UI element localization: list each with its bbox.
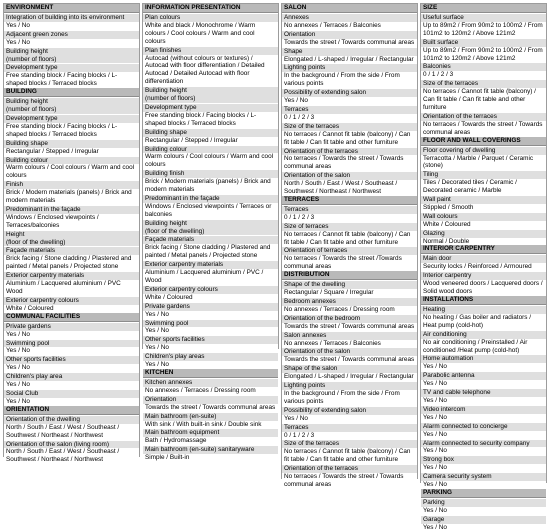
field-options: No air conditioning / Preinstalled / Air conditioned /Heat pump (cold-hot) <box>421 339 546 355</box>
field-label-orientation-of-the-salon: Orientation of the salon <box>282 347 417 356</box>
field-label-parking: Parking <box>421 498 546 507</box>
field-options: Security locks / Reinforced / Armoured <box>421 263 546 271</box>
field-label-private-gardens: Private gardens <box>4 322 139 331</box>
field-options: Yes / No <box>143 344 278 352</box>
field-options: Tiles / Decorated tiles / Ceramic / Decorated ceramic / Marble <box>421 179 546 195</box>
field-options: Yes / No <box>4 331 139 339</box>
field-options: In the background / From the side / From various points <box>282 390 417 406</box>
field-label-main-bathroom-equipment: Main bathroom equipment <box>143 428 278 437</box>
field-label-other-sports-facilities: Other sports facilities <box>143 335 278 344</box>
field-label-annexes: Annexes <box>282 13 417 22</box>
field-options: Yes / No <box>282 97 417 105</box>
section-header-floor-and-wall-coverings: FLOOR AND WALL COVERINGS <box>421 137 546 146</box>
field-options: Towards the street / Towards communal areas <box>143 404 278 412</box>
section-header-kitchen: KITCHEN <box>143 369 278 378</box>
section-header-communal-facilities: COMMUNAL FACILITIES <box>4 313 139 322</box>
field-label-wall-paint: Wall paint <box>421 195 546 204</box>
field-label-wall-colours: Wall colours <box>421 212 546 221</box>
field-label-size-of-terraces: Size of terraces <box>282 222 417 231</box>
field-options: Warm colours / Cool colours / Warm and cool colours <box>143 153 278 169</box>
field-options: Yes / No <box>421 524 546 532</box>
field-label-size-of-the-terraces: Size of the terraces <box>282 439 417 448</box>
field-options: North / South / East / West / Southeast / Southwest / Northeast / Northwest <box>4 448 139 464</box>
field-label-building-height-number-of-floors: Building height (number of floors) <box>143 86 278 103</box>
field-label-air-conditioning: Air conditioning <box>421 330 546 339</box>
field-label-useful-surface: Useful surface <box>421 13 546 22</box>
field-options: No heating / Gas boiler and radiators / Heat pump (cold-hot) <box>421 314 546 330</box>
field-options: 0 / 1 / 2 / 3 <box>282 214 417 222</box>
field-options: No annexes / Terraces / Balconies <box>282 22 417 30</box>
field-options: Brick / Modern materials (panels) / Brick and modern materials <box>4 189 139 205</box>
field-label-building-height-floor-of-the-dwelling: Building height (floor of the dwelling) <box>143 219 278 236</box>
section-header-installations: INSTALLATIONS <box>421 296 546 305</box>
field-options: White and black / Monochrome / Warm colours / Cool colours / Warm and cool colours <box>143 22 278 46</box>
field-label-development-type: Development type <box>4 63 139 72</box>
field-options: Yes / No <box>143 311 278 319</box>
field-options: Free standing block / Facing blocks / L-shaped blocks / Terraced blocks <box>4 72 139 88</box>
field-options: Simple / Built-in <box>143 454 278 462</box>
field-options: Windows / Enclosed viewpoints / Terraces/balconies <box>4 214 139 230</box>
field-label-main-bathroom-en-suite-sanitaryware: Main bathroom (en-suite) sanitaryware <box>143 445 278 454</box>
section-header-distribution: DISTRIBUTION <box>282 271 417 280</box>
field-label-building-height-number-of-floors: Building height (number of floors) <box>4 97 139 114</box>
section-header-information-presentation: INFORMATION PRESENTATION <box>143 4 278 13</box>
field-options: With sink / With built-in sink / Double sink <box>143 421 278 429</box>
section-header-terraces: TERRACES <box>282 196 417 205</box>
field-options: Brick facing / Stone cladding / Plastered and painted / Metal panels / Projected stone <box>143 244 278 260</box>
field-options: Yes / No <box>421 431 546 439</box>
field-options: No terraces / Cannot fit table (balcony) / Can fit table / Can fit table and other furniture <box>282 448 417 464</box>
field-options: Yes / No <box>282 415 417 423</box>
section-header-parking: PARKING <box>421 489 546 498</box>
field-label-plan-colours: Plan colours <box>143 13 278 22</box>
survey-sheet <box>3 3 547 531</box>
field-label-exterior-carpentry-materials: Exterior carpentry materials <box>143 260 278 269</box>
field-options: Terracotta / Marble / Parquet / Ceramic (stone) <box>421 155 546 171</box>
field-label-predominant-in-the-fa-ade: Predominant in the façade <box>4 205 139 214</box>
field-label-orientation-of-the-terraces: Orientation of the terraces <box>282 464 417 473</box>
field-options: Up to 89m2 / From 90m2 to 100m2 / From 101m2 to 120m2 / Above 121m2 <box>421 47 546 63</box>
field-options: Rectangular / Stepped / Irregular <box>4 148 139 156</box>
field-label-integration-of-building-into-its-environment: Integration of building into its environment <box>4 13 139 22</box>
field-label-floor-covering-of-dwelling: Floor covering of dwelling <box>421 146 546 155</box>
field-options: No annexes / Terraces / Dressing room <box>143 387 278 395</box>
field-label-building-colour: Building colour <box>4 156 139 165</box>
field-label-orientation: Orientation <box>282 30 417 39</box>
field-label-fa-ade-materials: Façade materials <box>143 235 278 244</box>
section-header-orientation: ORIENTATION <box>4 406 139 415</box>
section-header-size: SIZE <box>421 4 546 13</box>
field-options: Towards the street / Towards communal areas <box>282 356 417 364</box>
field-label-lighting-points: Lighting points <box>282 63 417 72</box>
field-options: Towards the street / Towards communal areas <box>282 39 417 47</box>
field-label-shape: Shape <box>282 47 417 56</box>
field-label-tiling: Tiling <box>421 170 546 179</box>
field-label-camera-security-system: Camera security system <box>421 472 546 481</box>
field-label-exterior-carpentry-colours: Exterior carpentry colours <box>4 296 139 305</box>
field-options: No terraces / Cannot fit table (balcony) / Can fit table / Can fit table and other furniture <box>282 231 417 247</box>
column-2 <box>142 3 279 462</box>
field-label-glazing: Glazing <box>421 229 546 238</box>
field-options: Rectangular / Stepped / Irregular <box>143 137 278 145</box>
field-options: Wood veneered doors / Lacquered doors / Solid wood doors <box>421 280 546 296</box>
field-options: Yes / No <box>143 361 278 369</box>
field-label-orientation-of-the-salon-living-room: Orientation of the salon (living room) <box>4 440 139 449</box>
field-options: No terraces / Towards the street /Towards communal areas <box>282 255 417 271</box>
field-label-swimming-pool: Swimming pool <box>143 319 278 328</box>
field-label-exterior-carpentry-materials: Exterior carpentry materials <box>4 271 139 280</box>
field-options: North / South / East / West / Southeast / Southwest / Northeast / Northwest <box>282 180 417 196</box>
field-label-finish: Finish <box>4 180 139 189</box>
field-label-strong-box: Strong box <box>421 455 546 464</box>
field-options: Yes / No <box>421 481 546 489</box>
field-label-terraces: Terraces <box>282 423 417 432</box>
field-label-private-gardens: Private gardens <box>143 302 278 311</box>
field-label-development-type: Development type <box>4 114 139 123</box>
field-label-alarm-connected-to-security-company: Alarm connected to security company <box>421 439 546 448</box>
field-options: Elongated / L-shaped / Irregular / Rectangular <box>282 56 417 64</box>
field-options: Bath / Hydromassage <box>143 437 278 445</box>
field-label-parabolic-antenna: Parabolic antenna <box>421 371 546 380</box>
field-label-fa-ade-materials: Façade materials <box>4 246 139 255</box>
field-options: 0 / 1 / 2 / 3 <box>282 114 417 122</box>
field-label-building-finish: Building finish <box>143 169 278 178</box>
field-options: Rectangular / Square / Irregular <box>282 289 417 297</box>
field-options: 0 / 1 / 2 / 3 <box>282 432 417 440</box>
field-label-possibility-of-extending-salon: Possibility of extending salon <box>282 88 417 97</box>
field-label-built-surface: Built surface <box>421 38 546 47</box>
field-label-building-shape: Building shape <box>4 139 139 148</box>
field-label-adjacent-green-zones: Adjacent green zones <box>4 30 139 39</box>
field-options: Up to 89m2 / From 90m2 to 100m2 / From 101m2 to 120m2 / Above 121m2 <box>421 22 546 38</box>
field-options: No terraces / Cannot fit table (balcony) / Can fit table / Can fit table and other furniture <box>282 131 417 147</box>
field-label-possibility-of-extending-salon: Possibility of extending salon <box>282 406 417 415</box>
field-options: Towards the street / Towards communal areas <box>282 323 417 331</box>
field-options: North / South / East / West / Southeast / Southwest / Northeast / Northwest <box>4 424 139 440</box>
field-options: Aluminium / Lacquered aluminium / PVC Wood <box>4 280 139 296</box>
field-options: Yes / No <box>4 347 139 355</box>
column-1 <box>3 3 140 464</box>
field-label-predominant-in-the-fa-ade: Predominant in the façade <box>143 194 278 203</box>
field-options: Yes / No <box>421 363 546 371</box>
field-label-development-type: Development type <box>143 103 278 112</box>
field-label-building-colour: Building colour <box>143 145 278 154</box>
field-label-tv-and-cable-telephone: TV and cable telephone <box>421 388 546 397</box>
field-label-orientation-of-the-dwelling: Orientation of the dwelling <box>4 415 139 424</box>
field-options: Brick / Modern materials (panels) / Brick and modern materials <box>143 178 278 194</box>
field-label-children-s-play-area: Children's play area <box>4 372 139 381</box>
field-options: White / Coloured <box>143 294 278 302</box>
field-label-balconies: Balconies <box>421 62 546 71</box>
field-options: No terraces / Towards the street / Towards communal areas <box>282 473 417 489</box>
field-options: No annexes / Terraces / Dressing room <box>282 306 417 314</box>
field-label-alarm-connected-to-concierge: Alarm connected to concierge <box>421 422 546 431</box>
field-label-shape-of-the-salon: Shape of the salon <box>282 364 417 373</box>
field-label-orientation-of-the-salon: Orientation of the salon <box>282 171 417 180</box>
field-options: Yes / No <box>421 447 546 455</box>
field-options: Elongated / L-shaped / Irregular / Rectangular <box>282 373 417 381</box>
field-options: White / Coloured <box>421 221 546 229</box>
field-label-orientation-of-terraces: Orientation of terraces <box>282 246 417 255</box>
field-label-garage: Garage <box>421 515 546 524</box>
field-options: Yes / No <box>421 397 546 405</box>
field-label-interior-carpentry: Interior carpentry <box>421 271 546 280</box>
field-options: Yes / No <box>4 381 139 389</box>
field-label-orientation-of-the-terraces: Orientation of the terraces <box>282 147 417 156</box>
field-options: No annexes / Terraces / Balconies <box>282 340 417 348</box>
field-label-kitchen-annexes: Kitchen annexes <box>143 378 278 387</box>
section-header-environment: ENVIRONMENT <box>4 4 139 13</box>
field-label-size-of-the-terraces: Size of the terraces <box>421 79 546 88</box>
field-options: White / Coloured <box>4 305 139 313</box>
field-label-children-s-play-areas: Children's play areas <box>143 352 278 361</box>
field-options: Free standing block / Facing blocks / L-shaped blocks / Terraced blocks <box>143 112 278 128</box>
field-label-salon-annexes: Salon annexes <box>282 331 417 340</box>
field-options: Windows / Enclosed viewpoints / Terraces or balconies <box>143 203 278 219</box>
field-options: No terraces / Towards the street / Towards communal areas <box>282 155 417 171</box>
field-label-exterior-carpentry-colours: Exterior carpentry colours <box>143 285 278 294</box>
field-options: Yes / No <box>421 507 546 515</box>
field-label-orientation-of-the-bedroom: Orientation of the bedroom <box>282 314 417 323</box>
field-options: Yes / No <box>421 414 546 422</box>
field-options: No terraces / Cannot fit table (balcony) / Can fit table / Can fit table and other furniture <box>421 88 546 112</box>
field-label-main-door: Main door <box>421 254 546 263</box>
field-label-orientation: Orientation <box>143 395 278 404</box>
field-options: Yes / No <box>421 380 546 388</box>
field-label-heating: Heating <box>421 305 546 314</box>
field-options: Brick facing / Stone cladding / Plastered and painted / Metal panels / Projected stone <box>4 255 139 271</box>
section-header-interior-carpentry: INTERIOR CARPENTRY <box>421 245 546 254</box>
field-options: Yes / No <box>421 464 546 472</box>
field-options: 0 / 1 / 2 / 3 <box>421 71 546 79</box>
field-options: Yes / No <box>4 398 139 406</box>
field-options: Aluminium / Lacquered aluminium / PVC / Wood <box>143 269 278 285</box>
field-label-video-intercom: Video intercom <box>421 405 546 414</box>
section-header-salon: SALON <box>282 4 417 13</box>
field-options: Yes / No <box>4 364 139 372</box>
field-label-swimming-pool: Swimming pool <box>4 339 139 348</box>
field-label-size-of-the-terraces: Size of the terraces <box>282 122 417 131</box>
field-label-shape-of-the-dwelling: Shape of the dwelling <box>282 280 417 289</box>
field-options: Yes / No <box>4 39 139 47</box>
field-label-building-height-number-of-floors: Building height (number of floors) <box>4 47 139 64</box>
field-label-building-shape: Building shape <box>143 128 278 137</box>
column-4 <box>420 3 547 531</box>
field-label-bedroom-annexes: Bedroom annexes <box>282 297 417 306</box>
field-options: Yes / No <box>4 22 139 30</box>
field-label-plan-finishes: Plan finishes <box>143 46 278 55</box>
field-label-lighting-points: Lighting points <box>282 381 417 390</box>
field-label-height-floor-of-the-dwelling: Height (floor of the dwelling) <box>4 230 139 247</box>
field-options: Warm colours / Cool colours / Warm and cool colours <box>4 164 139 180</box>
field-options: Yes / No <box>143 327 278 335</box>
field-label-home-automation: Home automation <box>421 354 546 363</box>
field-options: Free standing block / Facing blocks / L-shaped blocks / Terraced blocks <box>4 123 139 139</box>
field-label-orientation-of-the-terraces: Orientation of the terraces <box>421 112 546 121</box>
field-label-terraces: Terraces <box>282 105 417 114</box>
field-options: In the background / From the side / From various points <box>282 72 417 88</box>
section-header-building: BUILDING <box>4 88 139 97</box>
field-options: Autocad (without colours or textures) / Autocad with floor differentiation / Detailed Autocad / Detailed Autocad with floor differentiation <box>143 55 278 87</box>
field-options: No terraces / Towards the street / Towards communal areas <box>421 121 546 137</box>
field-options: Stippled / Smooth <box>421 204 546 212</box>
field-label-social-club: Social Club <box>4 389 139 398</box>
field-label-main-bathroom-en-suite: Main bathroom (en-suite) <box>143 412 278 421</box>
field-label-terraces: Terraces <box>282 205 417 214</box>
field-options: Normal / Double <box>421 238 546 246</box>
column-3 <box>281 3 418 488</box>
field-label-other-sports-facilities: Other sports facilities <box>4 355 139 364</box>
